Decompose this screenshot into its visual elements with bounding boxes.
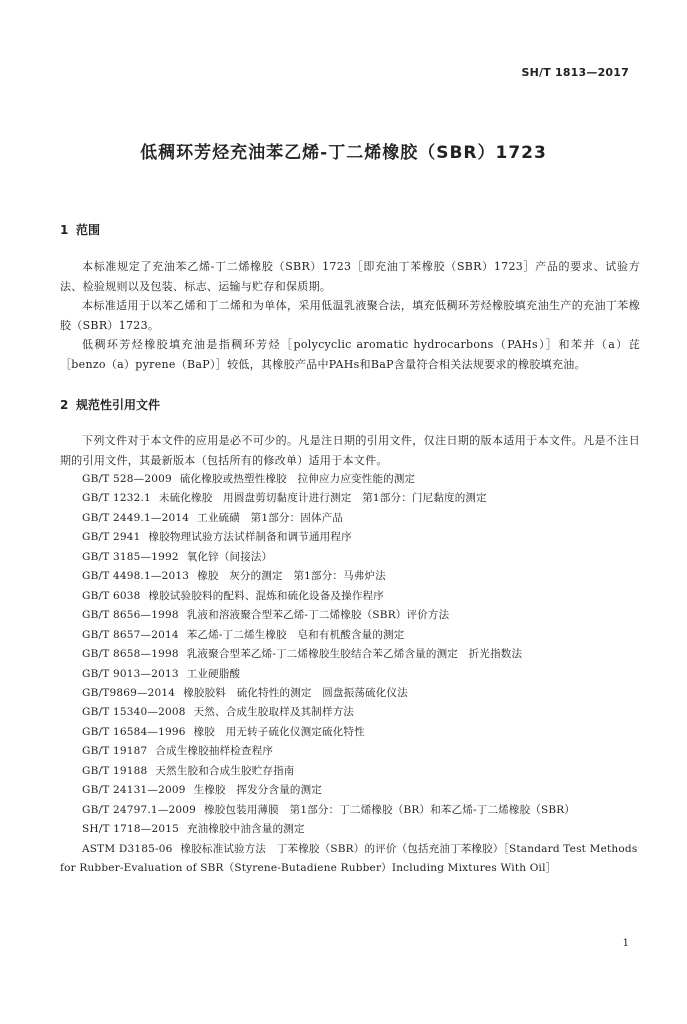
reference-code: GB/T 9013—2013 — [82, 667, 179, 680]
reference-code: GB/T 2941 — [82, 531, 141, 544]
page-number: 1 — [622, 938, 629, 949]
document-code: SH/T 1813—2017 — [521, 66, 629, 79]
scope-body — [60, 257, 640, 374]
reference-code: GB/T 4498.1—2013 — [82, 570, 190, 583]
reference-title: 乳液和溶液聚合型苯乙烯-丁二烯橡胶（SBR）评价方法 — [186, 609, 450, 622]
reference-item — [60, 548, 640, 567]
reference-item — [60, 645, 640, 664]
reference-item — [60, 723, 640, 742]
reference-code: GB/T 1232.1 — [82, 492, 151, 505]
reference-title: 乳液聚合型苯乙烯-丁二烯橡胶生胶结合苯乙烯含量的测定 折光指数法 — [186, 648, 523, 661]
references-body — [60, 431, 640, 879]
reference-item — [60, 703, 640, 722]
reference-item — [60, 801, 640, 820]
reference-code: GB/T 6038 — [82, 589, 141, 602]
reference-code: GB/T 15340—2008 — [82, 706, 186, 719]
reference-code: GB/T 19188 — [82, 764, 148, 777]
reference-code: SH/T 1718—2015 — [82, 823, 179, 836]
reference-title: 充油橡胶中油含量的测定 — [186, 823, 305, 836]
reference-code: GB/T9869—2014 — [82, 686, 176, 699]
reference-item — [60, 606, 640, 625]
reference-title: 橡胶包装用薄膜 第1部分：丁二烯橡胶（BR）和苯乙烯-丁二烯橡胶（SBR） — [204, 803, 576, 816]
reference-item — [60, 820, 640, 839]
scope-paragraph: 本标准适用于以苯乙烯和丁二烯和为单体，采用低温乳液聚合法，填充低稠环芳烃橡胶填充油生产的充油丁苯橡胶（SBR）1723。 — [60, 299, 640, 332]
reference-item — [60, 489, 640, 508]
reference-title: 工业硫磺 第1部分：固体产品 — [197, 511, 344, 524]
reference-item — [60, 840, 640, 879]
reference-list — [60, 470, 640, 879]
reference-code: GB/T 24797.1—2009 — [82, 803, 197, 816]
reference-title: 硫化橡胶或热塑性橡胶 拉伸应力应变性能的测定 — [179, 473, 416, 485]
reference-item — [60, 567, 640, 586]
reference-title: 橡胶标准试验方法 丁苯橡胶（SBR）的评价（包括充油丁苯橡胶）［Standard Test Methods for Rubber-Evaluation of SBR（Styrene-Butadiene Rubber）Including Mixtures With Oil］ — [60, 842, 638, 875]
section-title: 范围 — [76, 223, 101, 237]
reference-code: GB/T 24131—2009 — [82, 784, 186, 797]
reference-code: GB/T 8656—1998 — [82, 609, 179, 622]
reference-item — [60, 470, 640, 489]
reference-title: 天然、合成生胶取样及其制样方法 — [193, 706, 355, 719]
reference-title: 未硫化橡胶 用圆盘剪切黏度计进行测定 第1部分：门尼黏度的测定 — [158, 492, 487, 505]
section-number: 1 — [60, 223, 69, 237]
section-title: 规范性引用文件 — [76, 398, 161, 412]
reference-title: 橡胶试验胶料的配料、混炼和硫化设备及操作程序 — [148, 589, 384, 602]
reference-item — [60, 762, 640, 781]
reference-item — [60, 626, 640, 645]
reference-code: GB/T 19187 — [82, 745, 148, 758]
reference-title: 橡胶胶料 硫化特性的测定 圆盘振荡硫化仪法 — [183, 686, 408, 699]
reference-item — [60, 509, 640, 528]
reference-code: GB/T 2449.1—2014 — [82, 511, 190, 524]
references-intro: 下列文件对于本文件的应用是必不可少的。凡是注日期的引用文件，仅注日期的版本适用于本文件。凡是不注日期的引用文件，其最新版本（包括所有的修改单）适用于本文件。 — [60, 434, 640, 467]
reference-title: 橡胶 用无转子硫化仪测定硫化特性 — [193, 725, 365, 738]
reference-item — [60, 684, 640, 703]
section-heading-scope — [60, 221, 100, 238]
scope-paragraph: 低稠环芳烃橡胶填充油是指稠环芳烃［polycyclic aromatic hydrocarbons（PAHs）］和苯并（a）芘［benzo（a）pyrene（BaP）］较低，其橡胶产品中PAHs和BaP含量符合相关法规要求的橡胶填充油。 — [60, 338, 640, 371]
reference-title: 橡胶 灰分的测定 第1部分：马弗炉法 — [197, 570, 386, 583]
reference-item — [60, 781, 640, 800]
reference-code: ASTM D3185-06 — [82, 842, 173, 855]
reference-item — [60, 742, 640, 761]
reference-item — [60, 587, 640, 606]
reference-code: GB/T 16584—1996 — [82, 725, 186, 738]
document-title: 低稠环芳烃充油苯乙烯-丁二烯橡胶（SBR）1723 — [140, 143, 547, 163]
reference-title: 生橡胶 挥发分含量的测定 — [193, 784, 323, 797]
reference-title: 橡胶物理试验方法试样制备和调节通用程序 — [148, 531, 352, 544]
section-heading-normative-references — [60, 396, 160, 413]
reference-code: GB/T 528—2009 — [82, 473, 172, 485]
reference-code: GB/T 3185—1992 — [82, 550, 179, 563]
reference-title: 氧化锌（间接法） — [186, 550, 273, 563]
reference-item — [60, 528, 640, 547]
reference-title: 工业硬脂酸 — [186, 667, 241, 680]
reference-title: 合成生橡胶抽样检查程序 — [155, 745, 274, 758]
reference-code: GB/T 8657—2014 — [82, 628, 179, 641]
reference-title: 苯乙烯-丁二烯生橡胶 皂和有机酸含量的测定 — [186, 628, 405, 641]
reference-item — [60, 665, 640, 684]
scope-paragraph: 本标准规定了充油苯乙烯-丁二烯橡胶（SBR）1723［即充油丁苯橡胶（SBR）1723］产品的要求、试验方法、检验规则以及包装、标志、运输与贮存和保质期。 — [60, 260, 640, 293]
reference-code: GB/T 8658—1998 — [82, 648, 179, 661]
reference-title: 天然生胶和合成生胶贮存指南 — [155, 764, 295, 777]
section-number: 2 — [60, 398, 69, 412]
